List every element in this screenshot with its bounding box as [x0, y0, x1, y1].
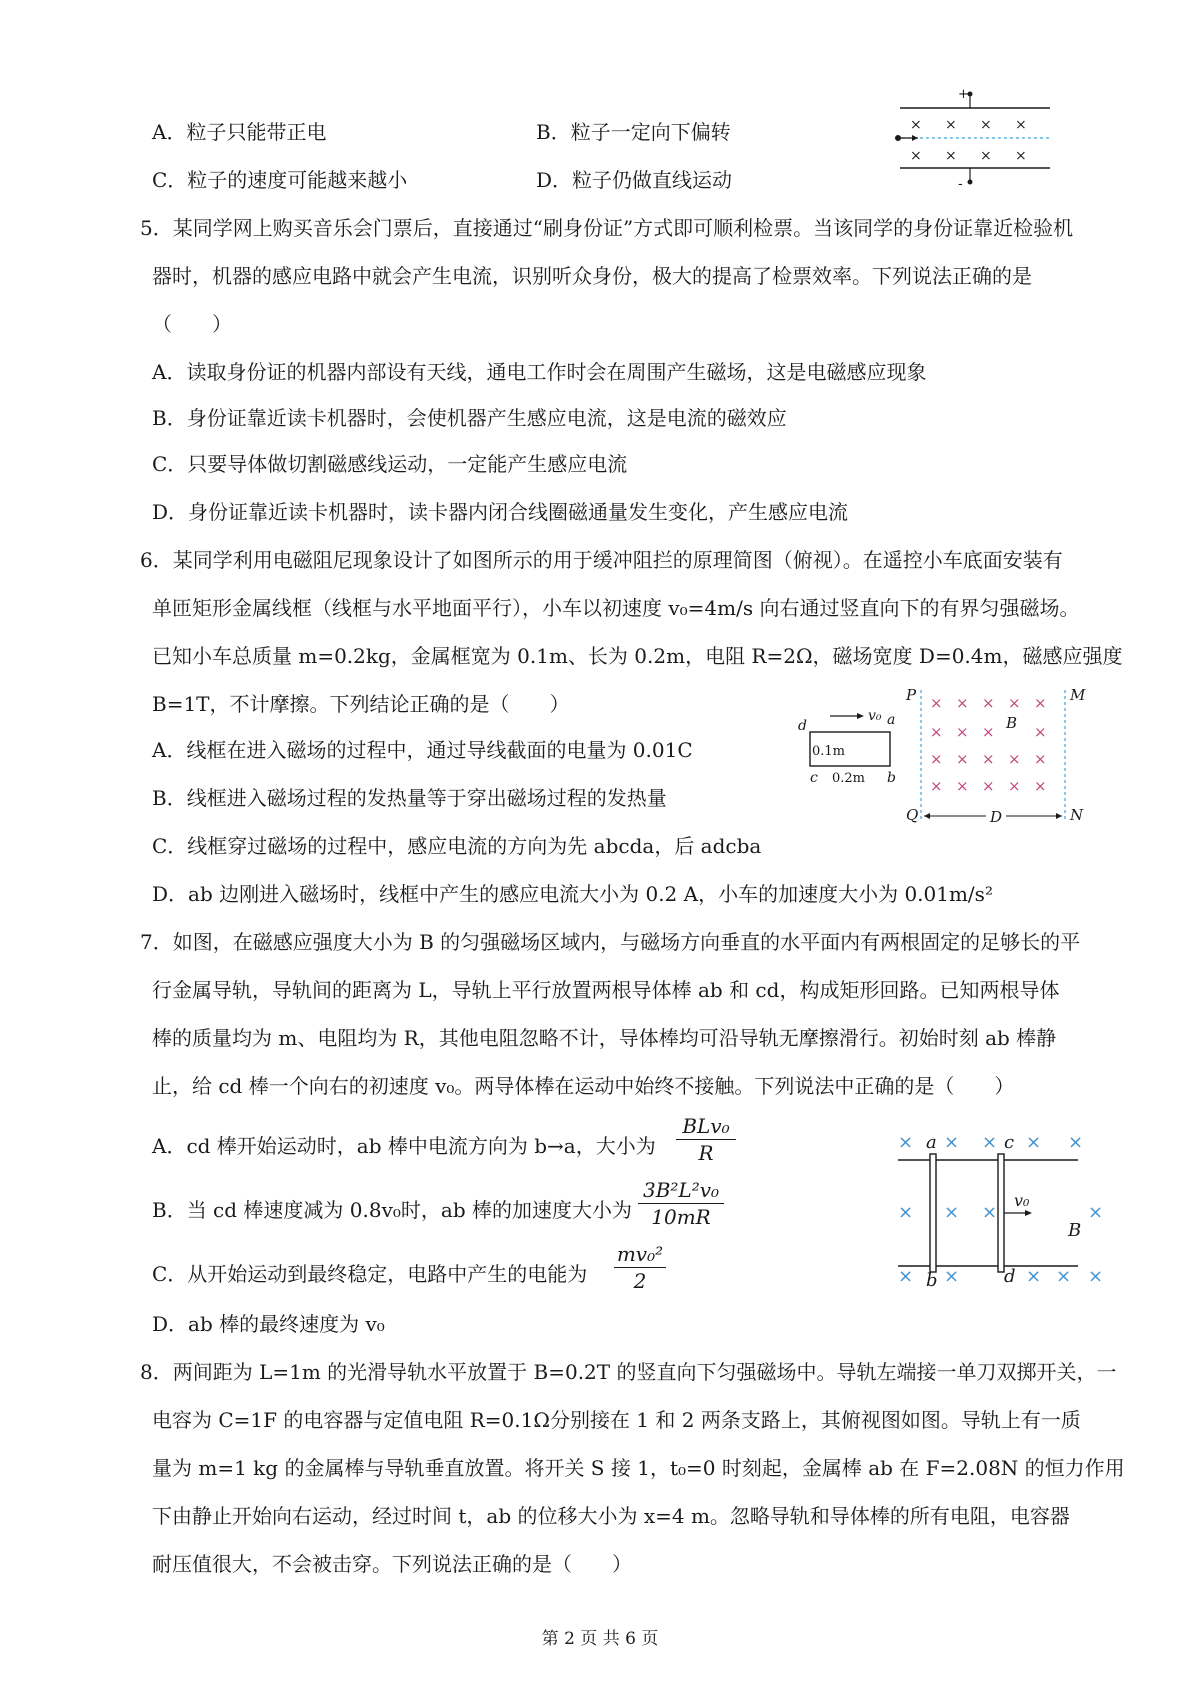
- q8-stem-line-1: 8．两间距为 L=1m 的光滑导轨水平放置于 B=0.2T 的竖直向下匀强磁场中。导轨左端接一单刀双掷开关，一: [140, 1360, 1117, 1384]
- field-cross: ×: [944, 1132, 960, 1153]
- minus-sign: -: [958, 177, 963, 192]
- q6-option-a: A．线框在进入磁场的过程中，通过导线截面的电量为 0.01C: [152, 738, 693, 762]
- field-cross: ×: [898, 1266, 914, 1287]
- field-cross: ×: [945, 148, 957, 164]
- q6-stem-line-3: 已知小车总质量 m=0.2kg，金属框宽为 0.1m、长为 0.2m，电阻 R=2Ω，磁场宽度 D=0.4m，磁感应强度: [152, 644, 1123, 668]
- field-cross: ×: [930, 723, 943, 741]
- field-cross: ×: [1088, 1202, 1104, 1223]
- field-cross: ×: [982, 1132, 998, 1153]
- q8-stem-line-3: 量为 m=1 kg 的金属棒与导轨垂直放置。将开关 S 接 1，t₀=0 时刻起，金属棒 ab 在 F=2.08N 的恒力作用: [152, 1456, 1125, 1480]
- field-cross: ×: [1026, 1266, 1042, 1287]
- plus-sign: +: [958, 87, 969, 102]
- q5-stem-line-3: （ ）: [152, 312, 232, 336]
- corner-b: b: [887, 770, 896, 786]
- label-B: B: [1006, 714, 1018, 732]
- field-cross: ×: [956, 777, 969, 795]
- field-cross: ×: [1015, 117, 1027, 133]
- field-cross: ×: [1034, 723, 1047, 741]
- field-cross: ×: [898, 1202, 914, 1223]
- q5-stem-line-1: 5．某同学网上购买音乐会门票后，直接通过“刷身份证”方式即可顺利检票。当该同学的身份证靠近检验机: [140, 216, 1074, 240]
- field-cross: ×: [982, 750, 995, 768]
- q7-option-d: D．ab 棒的最终速度为 v₀: [152, 1312, 385, 1336]
- q6-option-b: B．线框进入磁场过程的发热量等于穿出磁场过程的发热量: [152, 786, 667, 810]
- q5-option-b: B．身份证靠近读卡机器时，会使机器产生感应电流，这是电流的磁效应: [152, 406, 787, 430]
- q6-stem-line-1: 6．某同学利用电磁阻尼现象设计了如图所示的用于缓冲阻拦的原理简图（俯视）。在遥控小车底面安装有: [140, 548, 1063, 572]
- label-M: M: [1070, 686, 1086, 704]
- frame-length-label: 0.2m: [832, 771, 866, 786]
- q4-option-a: A．粒子只能带正电: [152, 120, 327, 144]
- q7-stem-line-4: 止，给 cd 棒一个向右的初速度 v₀。两导体棒在运动中始终不接触。下列说法中正确的是（ ）: [152, 1074, 1015, 1098]
- corner-d: d: [798, 718, 807, 734]
- label-N: N: [1070, 806, 1084, 824]
- q4-plates-figure: [890, 86, 1070, 196]
- q5-option-d: D．身份证靠近读卡机器时，读卡器内闭合线圈磁通量发生变化，产生感应电流: [152, 500, 849, 524]
- label-D: D: [990, 808, 1003, 826]
- field-cross: ×: [1034, 750, 1047, 768]
- q4-option-d: D．粒子仍做直线运动: [536, 168, 733, 192]
- q7-option-c: C．从开始运动到最终稳定，电路中产生的电能为: [152, 1262, 588, 1286]
- field-cross: ×: [930, 694, 943, 712]
- page-footer: 第 2 页 共 6 页: [541, 1629, 659, 1649]
- field-cross: ×: [982, 723, 995, 741]
- q8-stem-line-4: 下由静止开始向右运动，经过时间 t，ab 的位移大小为 x=4 m。忽略导轨和导体棒的所有电阻，电容器: [152, 1504, 1070, 1528]
- field-cross: ×: [1034, 777, 1047, 795]
- field-cross: ×: [980, 117, 992, 133]
- q4-option-b: B．粒子一定向下偏转: [536, 120, 731, 144]
- q6-stem-line-2: 单匝矩形金属线框（线框与水平地面平行），小车以初速度 v₀=4m/s 向右通过竖直向下的有界匀强磁场。: [152, 596, 1080, 620]
- field-cross: ×: [956, 694, 969, 712]
- q7-stem-line-1: 7．如图，在磁感应强度大小为 B 的匀强磁场区域内，与磁场方向垂直的水平面内有两根固定的足够长的平: [140, 930, 1081, 954]
- field-cross: ×: [1008, 777, 1021, 795]
- field-cross: ×: [930, 750, 943, 768]
- field-cross: ×: [956, 723, 969, 741]
- field-cross: ×: [1034, 694, 1047, 712]
- field-cross: ×: [944, 1202, 960, 1223]
- field-cross: ×: [1026, 1132, 1042, 1153]
- rod-end-a: a: [926, 1132, 937, 1153]
- q6-option-c: C．线框穿过磁场的过程中，感应电流的方向为先 abcda，后 adcba: [152, 834, 762, 858]
- corner-c: c: [810, 770, 818, 786]
- field-cross: ×: [982, 777, 995, 795]
- q7-rails-figure: [888, 1118, 1118, 1288]
- q7-option-c-fraction: [614, 1242, 666, 1293]
- field-cross: ×: [910, 117, 922, 133]
- rod-end-c: c: [1004, 1132, 1015, 1153]
- velocity-label: v₀: [1014, 1191, 1030, 1210]
- rod-end-d: d: [1004, 1266, 1016, 1287]
- q6-stem-line-4: B=1T，不计摩擦。下列结论正确的是（ ）: [152, 692, 570, 716]
- field-cross: ×: [930, 777, 943, 795]
- q5-option-c: C．只要导体做切割磁感线运动，一定能产生感应电流: [152, 452, 628, 476]
- field-cross: ×: [1068, 1132, 1084, 1153]
- fraction-numerator: 3B²L²v₀: [642, 1178, 720, 1202]
- fraction-bar: [676, 1139, 736, 1140]
- field-cross: ×: [1088, 1266, 1104, 1287]
- field-cross: ×: [1008, 694, 1021, 712]
- q7-stem-line-2: 行金属导轨，导轨间的距离为 L，导轨上平行放置两根导体棒 ab 和 cd，构成矩形回路。已知两根导体: [152, 978, 1060, 1002]
- field-cross: ×: [1056, 1266, 1072, 1287]
- fraction-bar: [638, 1203, 724, 1204]
- rod-end-b: b: [926, 1270, 938, 1288]
- corner-a: a: [887, 712, 896, 728]
- field-cross: ×: [982, 1202, 998, 1223]
- frame-width-label: 0.1m: [812, 744, 846, 759]
- q4-option-c: C．粒子的速度可能越来越小: [152, 168, 408, 192]
- q8-stem-line-2: 电容为 C=1F 的电容器与定值电阻 R=0.1Ω分别接在 1 和 2 两条支路上，其俯视图如图。导轨上有一质: [152, 1408, 1081, 1432]
- field-cross: ×: [982, 694, 995, 712]
- q7-option-a-fraction: [676, 1114, 736, 1165]
- field-label-B: B: [1068, 1220, 1082, 1241]
- field-cross: ×: [1015, 148, 1027, 164]
- fraction-numerator: mv₀²: [616, 1242, 664, 1266]
- q8-stem-line-5: 耐压值很大，不会被击穿。下列说法正确的是（ ）: [152, 1552, 632, 1576]
- fraction-denominator: R: [698, 1141, 714, 1165]
- fraction-bar: [614, 1267, 666, 1268]
- q6-option-d: D．ab 边刚进入磁场时，线框中产生的感应电流大小为 0.2 A，小车的加速度大小为 0.01m/s²: [152, 882, 993, 906]
- field-cross: ×: [898, 1132, 914, 1153]
- q7-option-b-fraction: [638, 1178, 724, 1229]
- q7-option-a: A．cd 棒开始运动时，ab 棒中电流方向为 b→a，大小为: [152, 1134, 656, 1158]
- fraction-denominator: 2: [633, 1269, 647, 1293]
- label-P: P: [906, 686, 917, 704]
- velocity-label: v₀: [868, 708, 882, 724]
- field-cross: ×: [945, 117, 957, 133]
- q7-stem-line-3: 棒的质量均为 m、电阻均为 R，其他电阻忽略不计，导体棒均可沿导轨无摩擦滑行。初始时刻 ab 棒静: [152, 1026, 1057, 1050]
- field-cross: ×: [980, 148, 992, 164]
- fraction-denominator: 10mR: [651, 1205, 711, 1229]
- q5-stem-line-2: 器时，机器的感应电路中就会产生电流，识别听众身份，极大的提高了检票效率。下列说法正确的是: [152, 264, 1032, 288]
- label-Q: Q: [906, 806, 919, 824]
- field-cross: ×: [1008, 750, 1021, 768]
- fraction-numerator: BLv₀: [682, 1114, 730, 1138]
- q6-magnetic-field-figure: [790, 680, 1100, 830]
- field-cross: ×: [944, 1266, 960, 1287]
- q5-option-a: A．读取身份证的机器内部设有天线，通电工作时会在周围产生磁场，这是电磁感应现象: [152, 360, 927, 384]
- q7-option-b: B．当 cd 棒速度减为 0.8v₀时，ab 棒的加速度大小为: [152, 1198, 632, 1222]
- field-cross: ×: [956, 750, 969, 768]
- field-cross: ×: [910, 148, 922, 164]
